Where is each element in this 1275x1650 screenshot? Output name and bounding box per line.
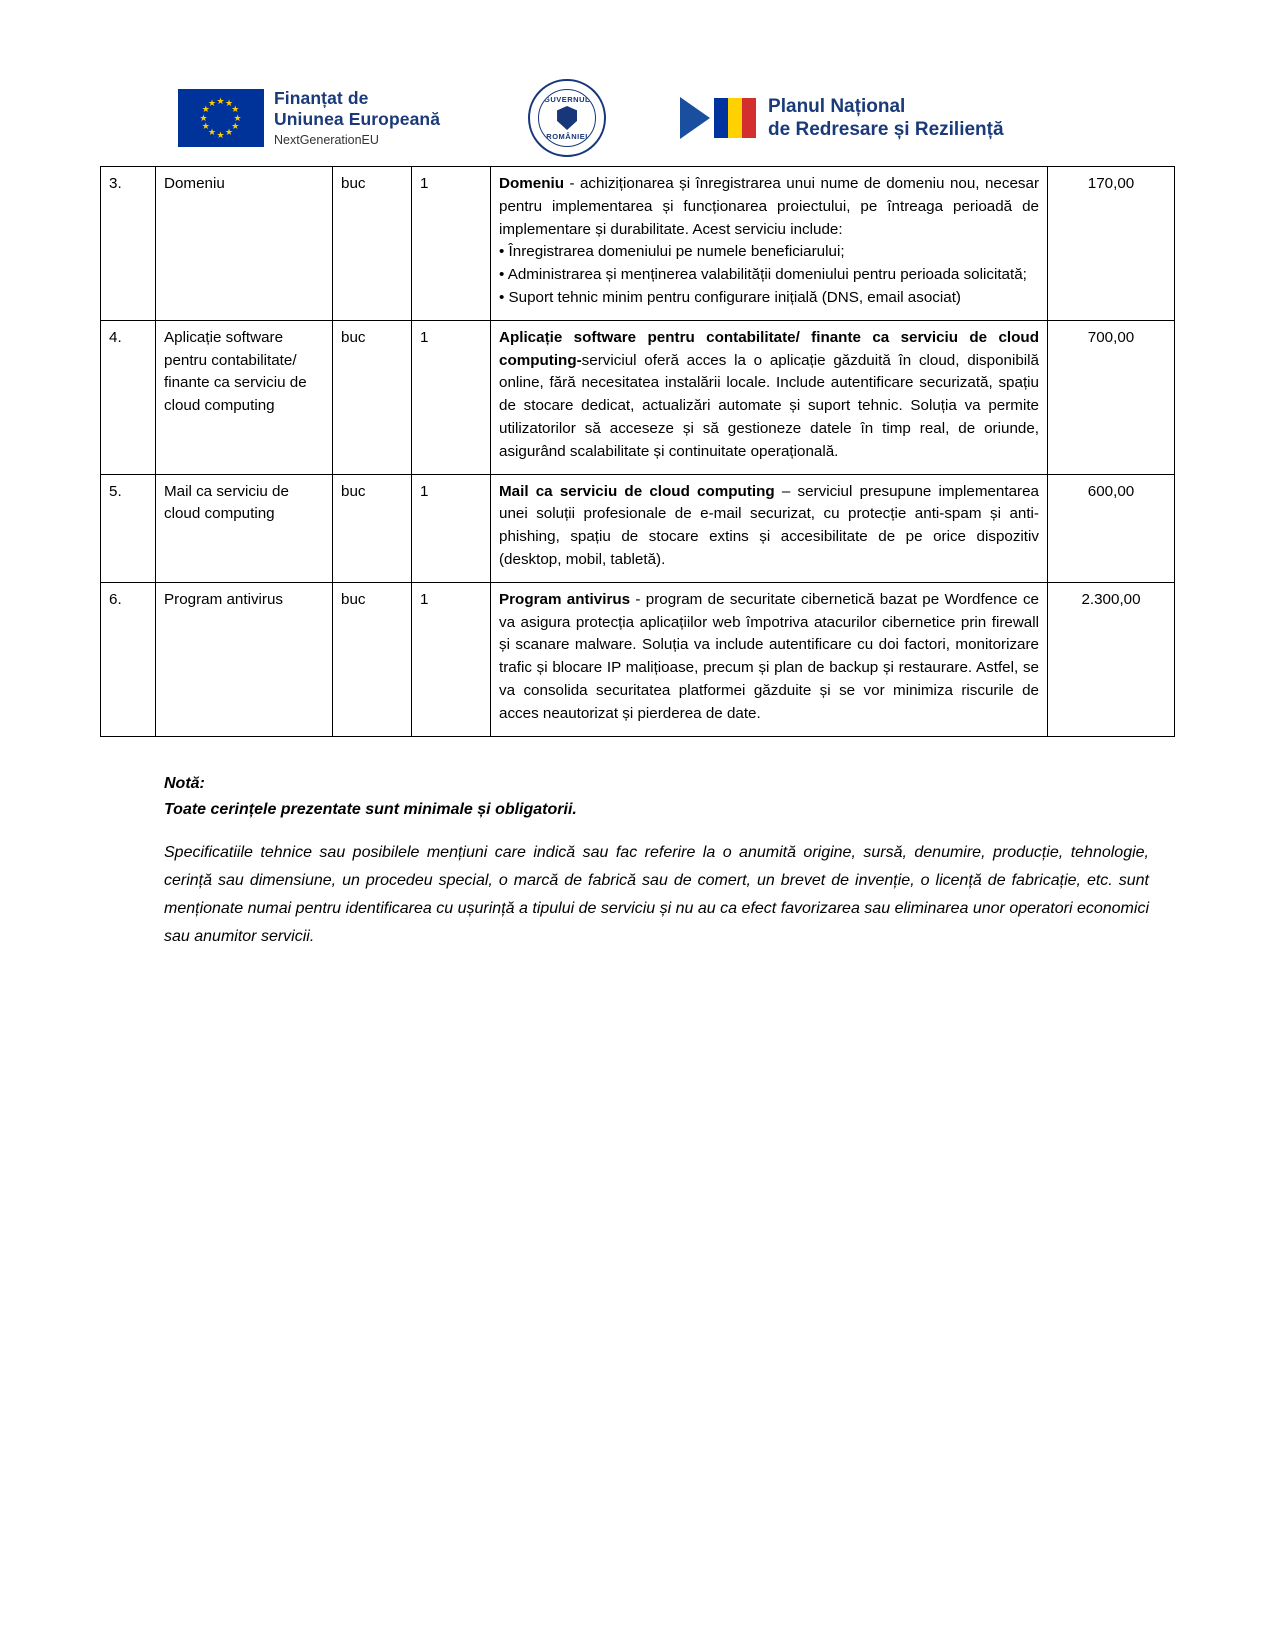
eu-star-icon: ★ [216,95,225,106]
logo-bar [178,78,1175,158]
eu-star-icon: ★ [216,129,225,140]
romania-flag-icon [714,98,756,138]
arrow-icon [680,97,710,139]
eu-star-icon: ★ [233,112,242,123]
pnrr-line2: de Redresare și Reziliență [768,119,1004,140]
cell-nr: 6. [101,582,156,736]
cell-nr: 4. [101,320,156,474]
eu-funding-text [274,88,440,148]
cell-um: buc [333,474,412,582]
description-body: - achiziționarea și înregistrarea unui nume de domeniu nou, necesar pentru implementarea și funcționarea proiectului, pe întreaga perioadă de implementare și durabilitate. Acest serviciu include: [499,175,1039,238]
cell-cantitate: 1 [412,582,491,736]
table-row [101,167,1175,321]
description-title: Domeniu [499,175,564,192]
description-title: Aplicație software pentru contabilitate/ finante ca serviciu de cloud computing- [499,328,1039,369]
cell-descriere [491,474,1048,582]
government-of-romania-logo [526,79,608,157]
notes-section [100,771,1175,952]
notes-body: Specificatiile tehnice sau posibilele mențiuni care indică sau fac referire la o anumită origine, sursă, denumire, producție, tehnologie, cerință sau dimensiune, un procedeu special, o marcă de fabrică sau de comert, un brevet de invenție, o licență de fabricație, etc. sunt menționate numai pentru identificarea cu ușurință a tipului de serviciu și nu au ca efect favorizarea sau eliminarea unor operatori economici sau anumitor servicii. [164,844,1149,946]
description-body: - program de securitate cibernetică bazat pe Wordfence ce va asigura protecția aplicațiilor web împotriva atacurilor cibernetice prin firewall și scanare malware. Soluția va include autentificare cu doi factori, monitorizare trafic și blocare IP malițioase, precum și plan de backup și restaurare. Astfel, se va consolida securitatea platformei găzduite și se vor minimiza riscurile de acces neautorizat și pierderea de date. [499,590,1039,722]
gov-top-text: GUVERNUL [544,95,591,104]
gov-seal-inner [538,89,596,147]
description-bullet: • Administrarea și menținerea valabilității domeniului pentru perioada solicitată; [499,266,1027,284]
eu-star-icon: ★ [208,127,217,138]
description-paragraph [499,481,1039,572]
table-body [101,167,1175,737]
cell-pret: 170,00 [1048,167,1175,321]
cell-pret: 600,00 [1048,474,1175,582]
eu-star-icon: ★ [231,121,240,131]
pnrr-logo [680,95,1004,141]
description-title: Mail ca serviciu de cloud computing [499,482,775,500]
description-title: Program antivirus [499,590,631,608]
eu-star-icon: ★ [199,112,208,123]
eu-line3: NextGenerationEU [274,133,379,147]
eu-line2: Uniunea Europeană [274,109,441,129]
description-bullet: • Suport tehnic minim pentru configurare inițială (DNS, email asociat) [499,288,961,306]
description-body: – serviciul presupune implementarea unei soluții profesionale de e-mail securizat, cu protecție anti-spam și anti-phishing, spațiu de stocare extins și accesibilitate de pe orice dispozitiv (desktop, mobil, tabletă). [499,482,1039,568]
coat-of-arms-icon [557,106,577,130]
cell-cantitate: 1 [412,474,491,582]
eu-star-icon: ★ [231,104,240,114]
cell-cantitate: 1 [412,167,491,321]
eu-star-icon: ★ [225,127,234,138]
cell-denumire: Program antivirus [156,582,333,736]
description-paragraph [499,327,1039,464]
pnrr-line1: Planul Național [768,95,906,117]
pnrr-marks [680,97,756,139]
cell-pret: 2.300,00 [1048,582,1175,736]
cell-um: buc [333,582,412,736]
description-bullet: • Înregistrarea domeniului pe numele beneficiarului; [499,243,845,261]
table-row [101,474,1175,582]
eu-flag-icon [178,89,264,147]
specifications-table [100,166,1175,737]
eu-star-icon: ★ [225,97,234,108]
cell-denumire: Mail ca serviciu de cloud computing [156,474,333,582]
eu-star-icon: ★ [201,104,210,114]
description-paragraph [499,173,1039,241]
cell-descriere [491,320,1048,474]
pnrr-text [768,95,1004,141]
gov-bottom-text: ROMÂNIEI [546,132,588,141]
description-body: serviciul oferă acces la o aplicație găzduită în cloud, disponibilă online, fără necesitatea instalării locale. Include autentificare securizată, spațiu de stocare dedicat, actualizări automate și suport tehnic. Soluția va permite utilizatorilor să acceseze și să gestioneze datele în timp real, de oriunde, asigurând scalabilitate și continuitate operațională. [499,351,1039,460]
gov-seal-icon [528,79,606,157]
cell-cantitate: 1 [412,320,491,474]
notes-subtitle: Toate cerințele prezentate sunt minimale și obligatorii. [164,800,577,818]
cell-um: buc [333,320,412,474]
table-row [101,582,1175,736]
cell-descriere [491,167,1048,321]
table-row [101,320,1175,474]
cell-um: buc [333,167,412,321]
eu-star-icon: ★ [201,121,210,131]
cell-nr: 3. [101,167,156,321]
cell-denumire: Aplicație software pentru contabilitate/ finante ca serviciu de cloud computing [156,320,333,474]
eu-funding-logo [178,88,440,148]
notes-title: Notă: [164,774,205,792]
cell-descriere [491,582,1048,736]
cell-pret: 700,00 [1048,320,1175,474]
description-paragraph [499,589,1039,726]
eu-star-icon: ★ [208,97,217,108]
cell-denumire: Domeniu [156,167,333,321]
eu-line1: Finanțat de [274,88,369,108]
cell-nr: 5. [101,474,156,582]
